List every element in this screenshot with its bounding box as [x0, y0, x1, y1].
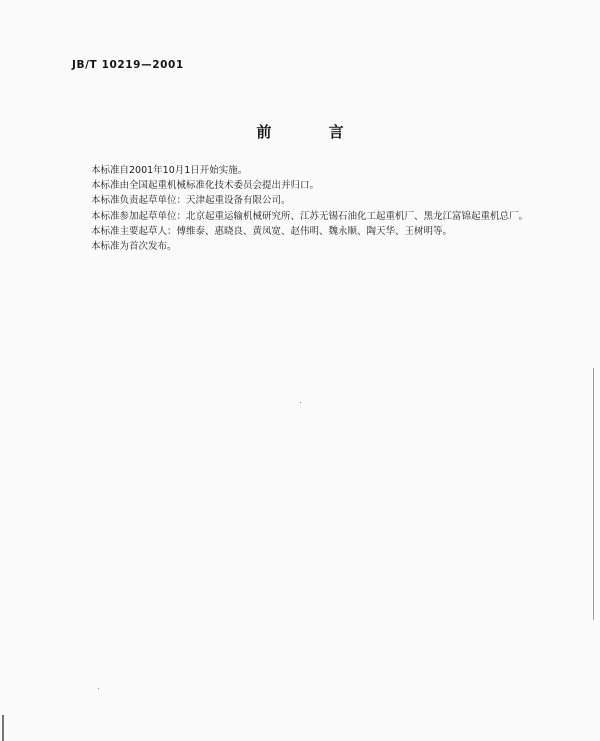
- paragraph-participating-drafters: 本标准参加起草单位：北京起重运输机械研究所、江苏无锡石油化工起重机厂、黑龙江富锦起重机总厂。: [91, 210, 529, 222]
- paragraph-first-release: 本标准为首次发布。: [91, 241, 177, 253]
- paragraph-lead-drafter: 本标准负责起草单位：天津起重设备有限公司。: [91, 195, 291, 207]
- scan-edge-line: [593, 368, 594, 620]
- foreword-body: [74, 163, 544, 254]
- paragraph-proposer: 本标准由全国起重机械标准化技术委员会提出并归口。: [91, 180, 320, 192]
- scan-margin-mark: [2, 715, 4, 741]
- page-title: 前 言: [256, 123, 370, 141]
- scan-speck: [300, 402, 301, 403]
- paragraph-main-authors: 本标准主要起草人：傅维泰、惠晓良、黄凤宽、赵伟明、魏永顺、陶天华、王树明等。: [91, 225, 453, 237]
- paragraph-effective-date: 本标准自2001年10月1日开始实施。: [91, 165, 248, 176]
- scan-speck: [98, 688, 99, 689]
- standard-code: JB/T 10219—2001: [72, 59, 184, 71]
